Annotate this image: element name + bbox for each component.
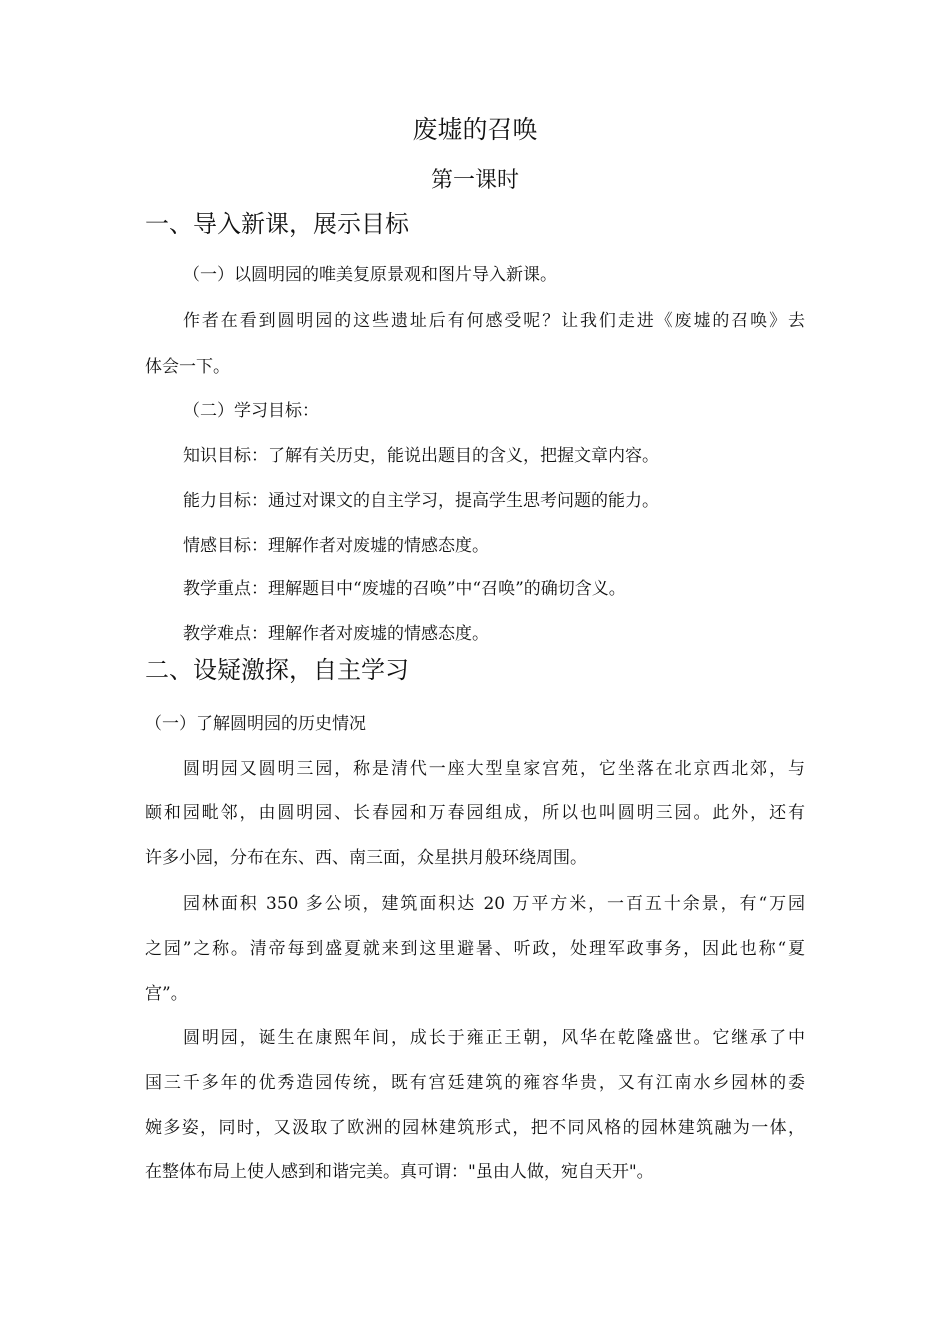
goal-ability: 能力目标：通过对课文的自主学习，提高学生思考问题的能力。 bbox=[183, 491, 659, 511]
history-para2-line3: 宫”。 bbox=[145, 984, 188, 1004]
section1-heading: 一、导入新课，展示目标 bbox=[145, 210, 409, 238]
goal-emotion: 情感目标：理解作者对废墟的情感态度。 bbox=[183, 536, 489, 556]
section1-sub2: （二）学习目标： bbox=[183, 401, 319, 421]
section2-heading: 二、设疑激探，自主学习 bbox=[145, 656, 409, 684]
history-para3-line4: 在整体布局上使人感到和谐完美。真可谓："虽由人做，宛自天开"。 bbox=[145, 1162, 654, 1182]
history-para3-line1: 圆明园，诞生在康熙年间，成长于雍正王朝，风华在乾隆盛世。它继承了中 bbox=[183, 1028, 805, 1048]
history-para3-line3: 婉多姿，同时，又汲取了欧洲的园林建筑形式，把不同风格的园林建筑融为一体， bbox=[145, 1118, 805, 1138]
teaching-key-point: 教学重点：理解题目中“废墟的召唤”中“召唤”的确切含义。 bbox=[183, 579, 626, 599]
document-subtitle: 第一课时 bbox=[430, 168, 519, 193]
goal-knowledge: 知识目标：了解有关历史，能说出题目的含义，把握文章内容。 bbox=[183, 446, 659, 466]
history-para1-line3: 许多小园，分布在东、西、南三面，众星拱月般环绕周围。 bbox=[145, 848, 587, 868]
section1-para1-line2: 体会一下。 bbox=[145, 357, 230, 377]
history-para2-line2: 之园”之称。清帝每到盛夏就来到这里避暑、听政，处理军政事务，因此也称“夏 bbox=[145, 939, 805, 959]
section2-sub1: （一）了解圆明园的历史情况 bbox=[145, 714, 366, 734]
teaching-difficulty: 教学难点：理解作者对废墟的情感态度。 bbox=[183, 624, 489, 644]
document-title: 废墟的召唤 bbox=[412, 115, 538, 144]
history-para1-line1: 圆明园又圆明三园，称是清代一座大型皇家宫苑，它坐落在北京西北郊，与 bbox=[183, 759, 805, 779]
history-para2-line1: 园林面积 350 多公顷，建筑面积达 20 万平方米，一百五十余景，有“万园 bbox=[183, 894, 805, 914]
history-para1-line2: 颐和园毗邻，由圆明园、长春园和万春园组成，所以也叫圆明三园。此外，还有 bbox=[145, 803, 805, 823]
history-para3-line2: 国三千多年的优秀造园传统，既有宫廷建筑的雍容华贵，又有江南水乡园林的委 bbox=[145, 1073, 805, 1093]
section1-sub1: （一）以圆明园的唯美复原景观和图片导入新课。 bbox=[183, 265, 557, 285]
section1-para1-line1: 作者在看到圆明园的这些遗址后有何感受呢？让我们走进《废墟的召唤》去 bbox=[183, 311, 805, 331]
